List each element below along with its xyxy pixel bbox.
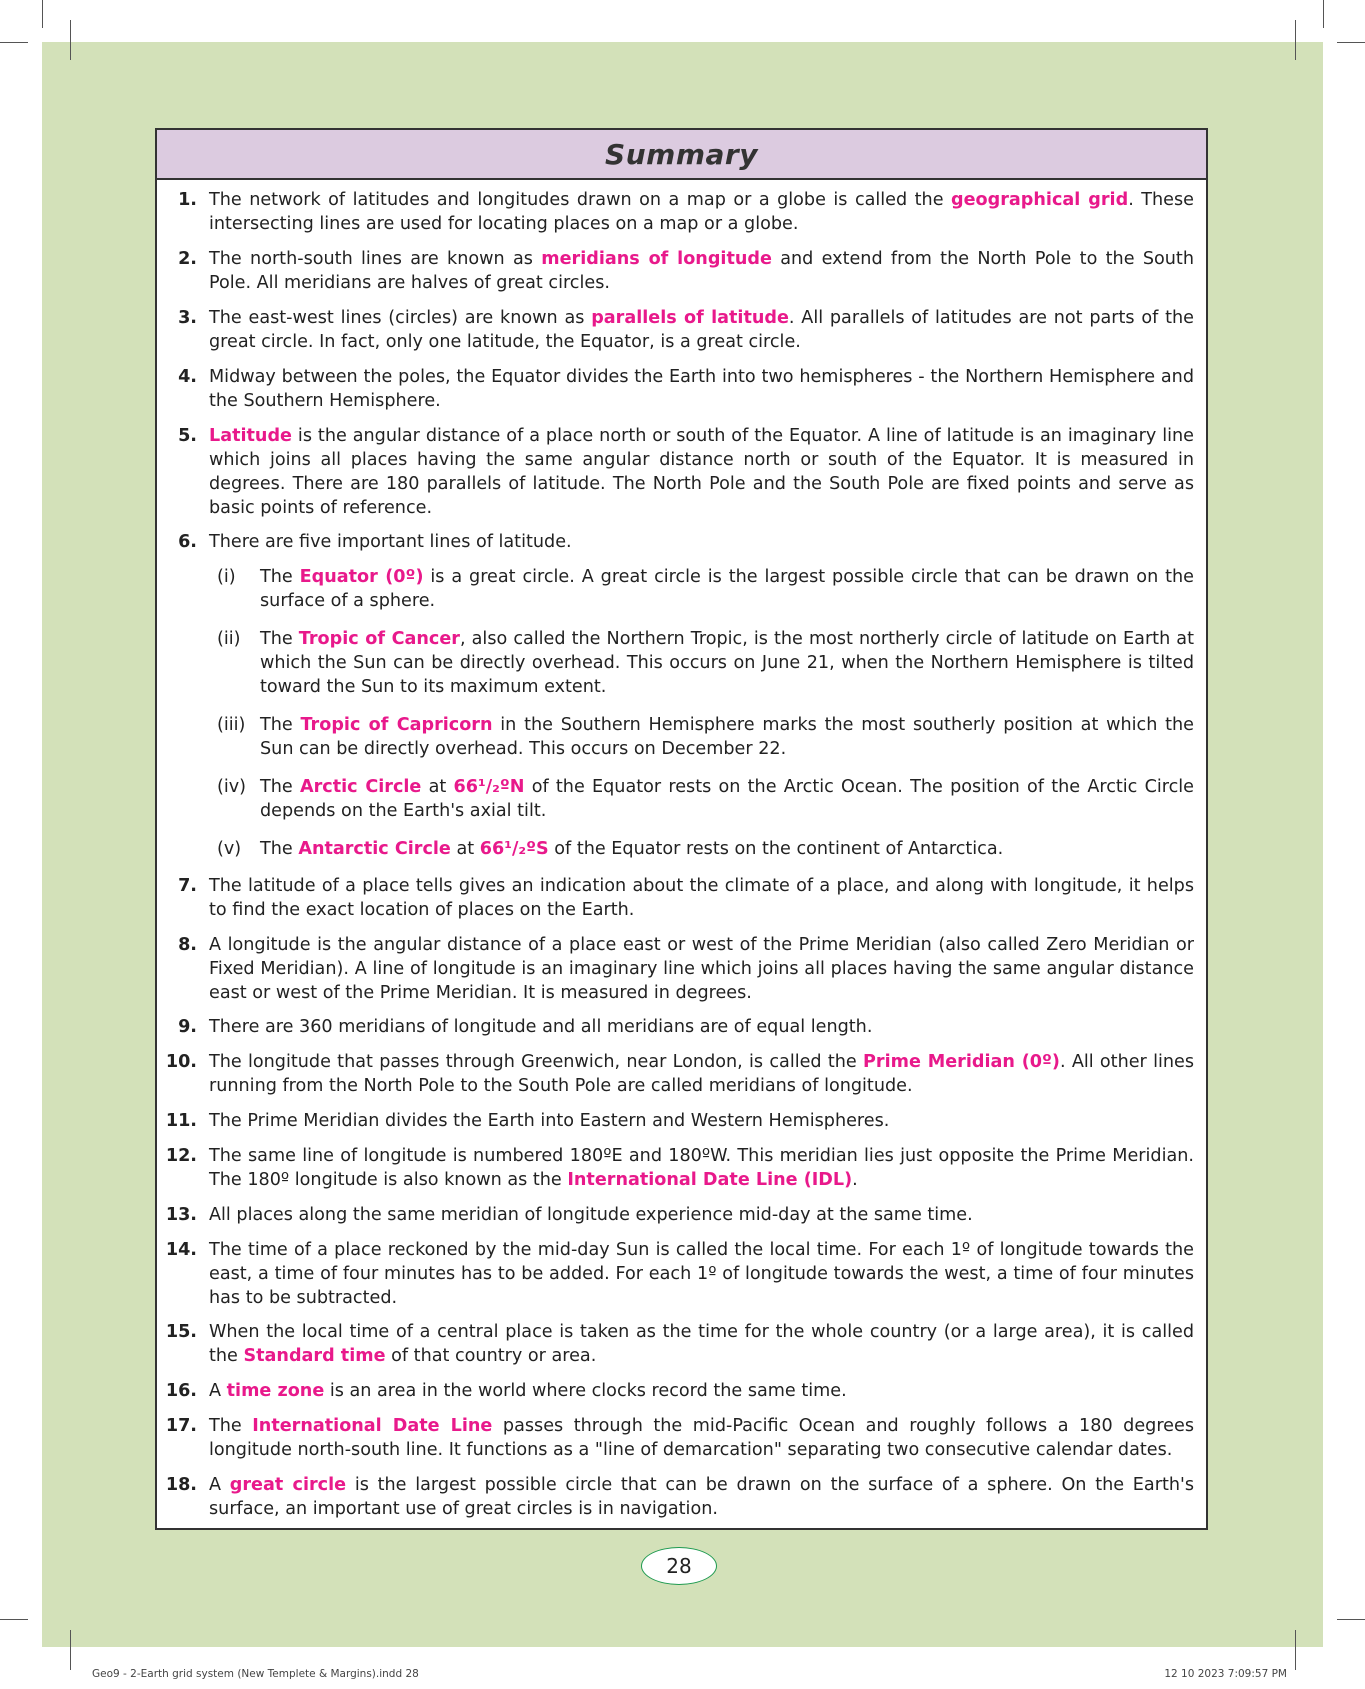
list-item <box>157 424 1206 520</box>
text-run: of the Equator rests on the continent of Antarctica. <box>548 839 1004 859</box>
text-run: The <box>209 1416 253 1436</box>
text-run: at <box>450 839 480 859</box>
list-item <box>157 306 1206 354</box>
highlighted-term: parallels of latitude <box>591 308 789 328</box>
highlighted-term: Equator (0º) <box>299 567 424 587</box>
text-run: . <box>852 1170 858 1190</box>
sub-item-label: (iii) <box>217 715 246 735</box>
list-item <box>157 247 1206 295</box>
crop-mark <box>1337 42 1365 43</box>
highlighted-term: 66¹/₂ºN <box>453 777 525 797</box>
text-run: is an area in the world where clocks record the same time. <box>324 1381 847 1401</box>
item-number: 8. <box>178 935 197 955</box>
highlighted-term: meridians of longitude <box>541 249 772 269</box>
text-run: The east-west lines (circles) are known as <box>209 308 592 328</box>
list-item <box>157 530 1206 554</box>
highlighted-term: Tropic of Capricorn <box>300 715 493 735</box>
item-text <box>209 1109 1194 1133</box>
text-run: , also called the Northern Tropic, is the most northerly circle of latitude on Earth at which the Sun can be directly overhead. This occurs on June 21, when the Northern Hemisphere is tilted toward the Sun to its maximum extent. <box>260 629 1194 697</box>
sub-list-item <box>157 837 1206 861</box>
text-run: The north-south lines are known as <box>209 249 542 269</box>
list-item <box>157 933 1206 1005</box>
item-text <box>209 1473 1194 1521</box>
crop-mark <box>1295 20 1296 60</box>
crop-mark <box>42 0 43 28</box>
page-number: 28 <box>641 1547 717 1585</box>
item-number: 17. <box>165 1416 197 1436</box>
item-text <box>209 1379 1194 1403</box>
crop-mark <box>0 42 28 43</box>
sub-list-item <box>157 713 1206 761</box>
item-number: 13. <box>165 1205 197 1225</box>
item-text <box>209 188 1194 236</box>
text-run: All places along the same meridian of longitude experience mid-day at the same time. <box>209 1205 973 1225</box>
text-run: The time of a place reckoned by the mid-day Sun is called the local time. For each 1º of longitude towards the east, a time of four minutes has to be added. For each 1º of longitude towards the west, a time of four minutes has to be subtracted. <box>209 1240 1194 1308</box>
item-text <box>209 1320 1194 1368</box>
item-text <box>209 530 1194 554</box>
text-run: There are five important lines of latitude. <box>209 532 572 552</box>
highlighted-term: time zone <box>226 1381 325 1401</box>
text-run: of the Equator rests on the Arctic Ocean. The position of the Arctic Circle depends on the Earth's axial tilt. <box>260 777 1194 821</box>
item-text <box>209 247 1194 295</box>
highlighted-term: International Date Line (IDL) <box>567 1170 853 1190</box>
text-run: and extend from the North Pole to the South Pole. All meridians are halves of great circles. <box>209 249 1194 293</box>
highlighted-term: Prime Meridian (0º) <box>863 1052 1060 1072</box>
item-text <box>209 1238 1194 1310</box>
item-text <box>209 1015 1194 1039</box>
item-number: 2. <box>178 249 197 269</box>
item-number: 4. <box>178 367 197 387</box>
sub-item-text <box>260 627 1194 699</box>
text-run: The <box>260 839 299 859</box>
text-run: Midway between the poles, the Equator divides the Earth into two hemispheres - the Northern Hemisphere and the Southern Hemisphere. <box>209 367 1194 411</box>
item-text <box>209 1144 1194 1192</box>
text-run: is the angular distance of a place north or south of the Equator. A line of latitude is an imaginary line which joins all places having the same angular distance north or south of the Equator. It is measured in degrees. There are 180 parallels of latitude. The North Pole and the South Pole are fixed points and serve as basic points of reference. <box>209 426 1194 518</box>
list-item <box>157 1414 1206 1462</box>
crop-mark <box>1337 1619 1365 1620</box>
item-number: 14. <box>165 1240 197 1260</box>
item-number: 3. <box>178 308 197 328</box>
item-number: 5. <box>178 426 197 446</box>
highlighted-term: Standard time <box>243 1346 386 1366</box>
summary-header <box>157 130 1206 180</box>
list-item <box>157 1203 1206 1227</box>
text-run: The same line of longitude is numbered 180ºE and 180ºW. This meridian lies just opposite the Prime Meridian. The 180º longitude is also known as the <box>209 1146 1194 1190</box>
text-run: is the largest possible circle that can be drawn on the surface of a sphere. On the Earth's surface, an important use of great circles is in navigation. <box>209 1475 1194 1519</box>
item-number: 12. <box>165 1146 197 1166</box>
sub-list-item <box>157 565 1206 613</box>
sub-item-label: (i) <box>217 567 236 587</box>
text-run: A <box>209 1381 227 1401</box>
highlighted-term: Arctic Circle <box>299 777 422 797</box>
item-text <box>209 365 1194 413</box>
footer-timestamp: 12 10 2023 7:09:57 PM <box>1164 1668 1287 1680</box>
sub-item-label: (ii) <box>217 629 241 649</box>
text-run: The Prime Meridian divides the Earth into Eastern and Western Hemispheres. <box>209 1111 890 1131</box>
item-number: 16. <box>165 1381 197 1401</box>
text-run: When the local time of a central place is taken as the time for the whole country (or a large area), it is called the <box>209 1322 1194 1366</box>
item-number: 7. <box>178 876 197 896</box>
text-run: The latitude of a place tells gives an indication about the climate of a place, and along with longitude, it helps to find the exact location of places on the Earth. <box>209 876 1194 920</box>
list-item <box>157 1238 1206 1310</box>
text-run: The <box>260 777 300 797</box>
text-run: . All other lines running from the North Pole to the South Pole are called meridians of longitude. <box>209 1052 1194 1096</box>
list-item <box>157 1109 1206 1133</box>
crop-mark <box>1295 1630 1296 1670</box>
item-text <box>209 933 1194 1005</box>
item-text <box>209 1414 1194 1462</box>
summary-title: Summary <box>605 137 758 171</box>
text-run: A longitude is the angular distance of a place east or west of the Prime Meridian (also called Zero Meridian or Fixed Meridian). A line of longitude is an imaginary line which joins all places having the same angular distance east or west of the Prime Meridian. It is measured in degrees. <box>209 935 1194 1003</box>
item-number: 10. <box>165 1052 197 1072</box>
item-number: 15. <box>165 1322 197 1342</box>
list-item <box>157 1320 1206 1368</box>
highlighted-term: 66¹/₂ºS <box>479 839 549 859</box>
highlighted-term: International Date Line <box>252 1416 493 1436</box>
list-item <box>157 1473 1206 1521</box>
item-text <box>209 874 1194 922</box>
highlighted-term: great circle <box>229 1475 347 1495</box>
list-item <box>157 1015 1206 1039</box>
item-number: 9. <box>178 1017 197 1037</box>
text-run: . All parallels of latitudes are not parts of the great circle. In fact, only one latitude, the Equator, is a great circle. <box>209 308 1194 352</box>
summary-box <box>155 128 1208 1530</box>
sub-item-text <box>260 775 1194 823</box>
highlighted-term: Antarctic Circle <box>298 839 451 859</box>
list-item <box>157 1379 1206 1403</box>
highlighted-term: Tropic of Cancer <box>298 629 460 649</box>
text-run: The <box>260 715 301 735</box>
item-number: 1. <box>178 190 197 210</box>
highlighted-term: Latitude <box>209 426 292 446</box>
text-run: passes through the mid-Pacific Ocean and roughly follows a 180 degrees longitude north-south line. It functions as a "line of demarcation" separating two consecutive calendar dates. <box>209 1416 1194 1460</box>
item-text <box>209 424 1194 520</box>
list-item <box>157 188 1206 236</box>
text-run: of that country or area. <box>385 1346 597 1366</box>
list-item <box>157 1050 1206 1098</box>
crop-mark <box>70 20 71 60</box>
sub-item-text <box>260 837 1194 861</box>
text-run: There are 360 meridians of longitude and all meridians are of equal length. <box>209 1017 873 1037</box>
text-run: The network of latitudes and longitudes drawn on a map or a globe is called the <box>209 190 952 210</box>
list-item <box>157 365 1206 413</box>
item-text <box>209 1050 1194 1098</box>
highlighted-term: geographical grid <box>951 190 1129 210</box>
sub-item-text <box>260 713 1194 761</box>
text-run: The <box>260 629 299 649</box>
item-text <box>209 1203 1194 1227</box>
crop-mark <box>0 1619 28 1620</box>
sub-item-label: (v) <box>217 839 242 859</box>
text-run: The longitude that passes through Greenwich, near London, is called the <box>209 1052 864 1072</box>
item-text <box>209 306 1194 354</box>
text-run: . These intersecting lines are used for locating places on a map or a globe. <box>209 190 1194 234</box>
text-run: A <box>209 1475 230 1495</box>
text-run: The <box>260 567 300 587</box>
crop-mark <box>70 1630 71 1670</box>
item-number: 11. <box>165 1111 197 1131</box>
list-item <box>157 1144 1206 1192</box>
sub-item-label: (iv) <box>217 777 247 797</box>
sub-list-item <box>157 627 1206 699</box>
list-item <box>157 874 1206 922</box>
item-number: 6. <box>178 532 197 552</box>
sub-item-text <box>260 565 1194 613</box>
text-run: is a great circle. A great circle is the largest possible circle that can be drawn on the surface of a sphere. <box>260 567 1194 611</box>
item-number: 18. <box>165 1475 197 1495</box>
text-run: in the Southern Hemisphere marks the most southerly position at which the Sun can be directly overhead. This occurs on December 22. <box>260 715 1194 759</box>
text-run: at <box>421 777 454 797</box>
sub-list-item <box>157 775 1206 823</box>
footer-file-slug: Geo9 - 2-Earth grid system (New Templete & Margins).indd 28 <box>92 1668 419 1680</box>
crop-mark <box>1323 0 1324 28</box>
